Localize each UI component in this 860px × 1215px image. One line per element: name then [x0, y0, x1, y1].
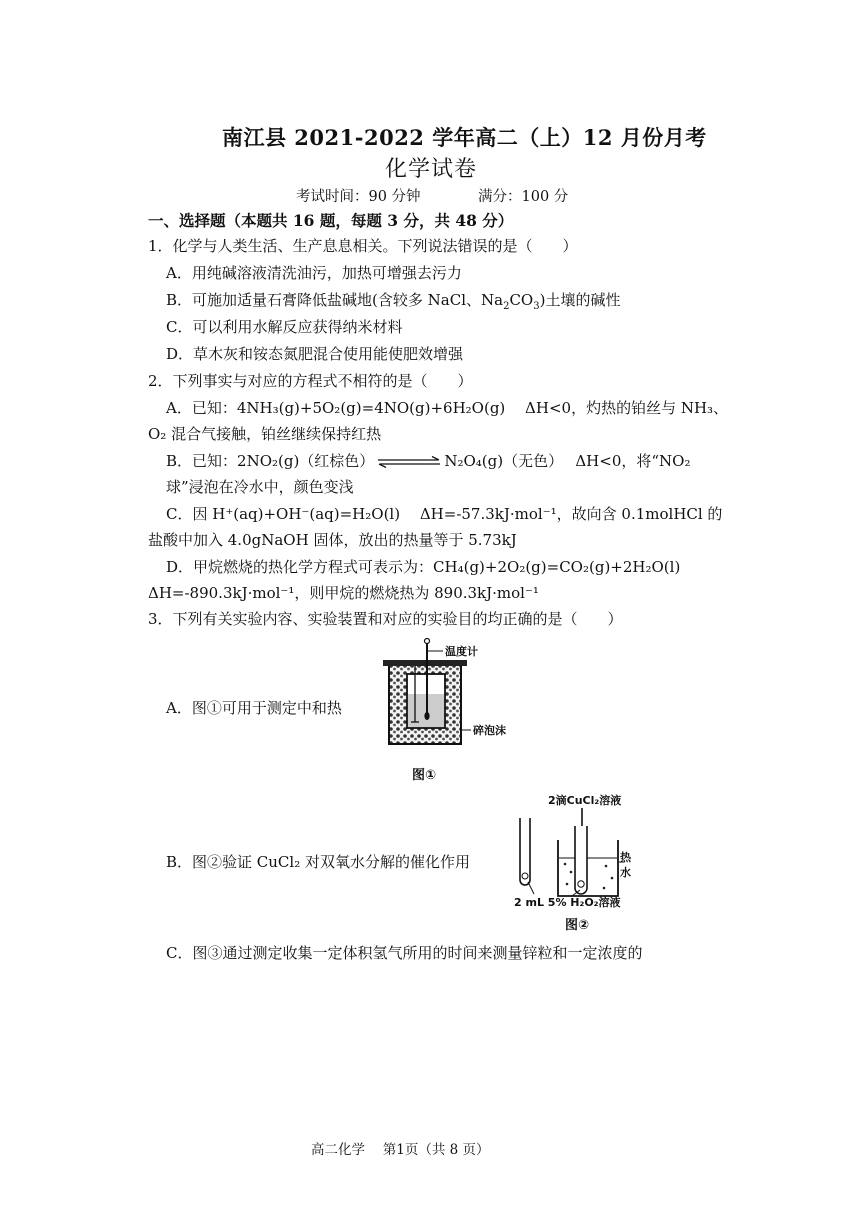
q3-option-c: C．图③通过测定收集一定体积氢气所用的时间来测量锌粒和一定浓度的 [166, 944, 643, 962]
q1-stem: 1．化学与人类生活、生产息息相关。下列说法错误的是（ ） [148, 237, 578, 255]
exam-time: 考试时间：90 分钟 [296, 189, 421, 205]
q3-option-a: A．图①可用于测定中和热 [166, 699, 342, 717]
q1-option-b-pre: B．可施加适量石膏降低盐碱地(含较多 NaCl、Na [166, 291, 504, 309]
q2-stem: 2．下列事实与对应的方程式不相符的是（ ） [148, 372, 473, 390]
cucl2-label: 2滴CuCl₂溶液 [548, 794, 622, 807]
thermometer-label: 温度计 [445, 645, 478, 658]
q2-option-b-pre: B．已知：2NO₂(g)（红棕色） [166, 452, 375, 470]
page-footer: 高二化学 第1页（共 8 页） [311, 1142, 490, 1158]
hot-water-label-1: 热 [620, 851, 631, 864]
figure-2-caption: 图② [565, 918, 590, 933]
q1-option-c: C．可以利用水解反应获得纳米材料 [166, 318, 403, 336]
q2-option-d-line2: ΔH=-890.3kJ·mol⁻¹，则甲烷的燃烧热为 890.3kJ·mol⁻¹ [148, 584, 539, 602]
q3-stem: 3．下列有关实验内容、实验装置和对应的实验目的均正确的是（ ） [148, 610, 623, 628]
q3-option-b: B．图②验证 CuCl₂ 对双氧水分解的催化作用 [166, 853, 470, 871]
q2-option-b-line1 [166, 451, 690, 471]
q2-option-b-post: N₂O₄(g)（无色） ΔH<0，将“NO₂ [444, 452, 691, 470]
h2o2-label: 2 mL 5% H₂O₂溶液 [514, 896, 621, 909]
equilibrium-arrow-icon [376, 456, 442, 468]
exam-subtitle: 化学试卷 [385, 157, 478, 182]
section-heading: 一、选择题（本题共 16 题，每题 3 分，共 48 分） [148, 211, 514, 230]
q1-option-a: A．用纯碱溶液清洗油污，加热可增强去污力 [166, 264, 462, 282]
figure-2-apparatus [512, 792, 662, 910]
figure-1-calorimeter [375, 636, 525, 756]
exam-title: 南江县 2021-2022 学年高二（上）12 月份月考 [222, 125, 707, 150]
q2-option-a-line2: O₂ 混合气接触，铂丝继续保持红热 [148, 425, 382, 443]
q2-option-a-line1: A．已知：4NH₃(g)+5O₂(g)=4NO(g)+6H₂O(g) ΔH<0，灼热的铂丝与 NH₃、 [166, 399, 729, 417]
calorimeter-lid [383, 660, 467, 666]
q1-option-d: D．草木灰和铵态氮肥混合使用能使肥效增强 [166, 345, 464, 363]
q1-option-b-mid: CO [509, 291, 534, 309]
q1-option-b-post: )土壤的碱性 [539, 291, 621, 309]
q2-option-b-line2: 球”浸泡在冷水中，颜色变浅 [166, 478, 354, 496]
q1-option-b: B．可施加适量石膏降低盐碱地(含较多 NaCl、$Na_2CO_3$)土壤的碱性 [166, 291, 621, 312]
q2-option-c-line1: C．因 H⁺(aq)+OH⁻(aq)=H₂O(l) ΔH=-57.3kJ·mol⁻¹，故向含 0.1molHCl 的 [166, 505, 723, 523]
q2-option-c-line2: 盐酸中加入 4.0gNaOH 固体，放出的热量等于 5.73kJ [148, 531, 517, 549]
full-score: 满分：100 分 [478, 189, 569, 205]
figure-1-caption: 图① [412, 768, 437, 783]
q2-option-d-line1: D．甲烷燃烧的热化学方程式可表示为：CH₄(g)+2O₂(g)=CO₂(g)+2H₂O(l) [166, 558, 681, 576]
foam-label: 碎泡沫 [473, 724, 506, 737]
hot-water-label-2: 水 [620, 866, 631, 879]
